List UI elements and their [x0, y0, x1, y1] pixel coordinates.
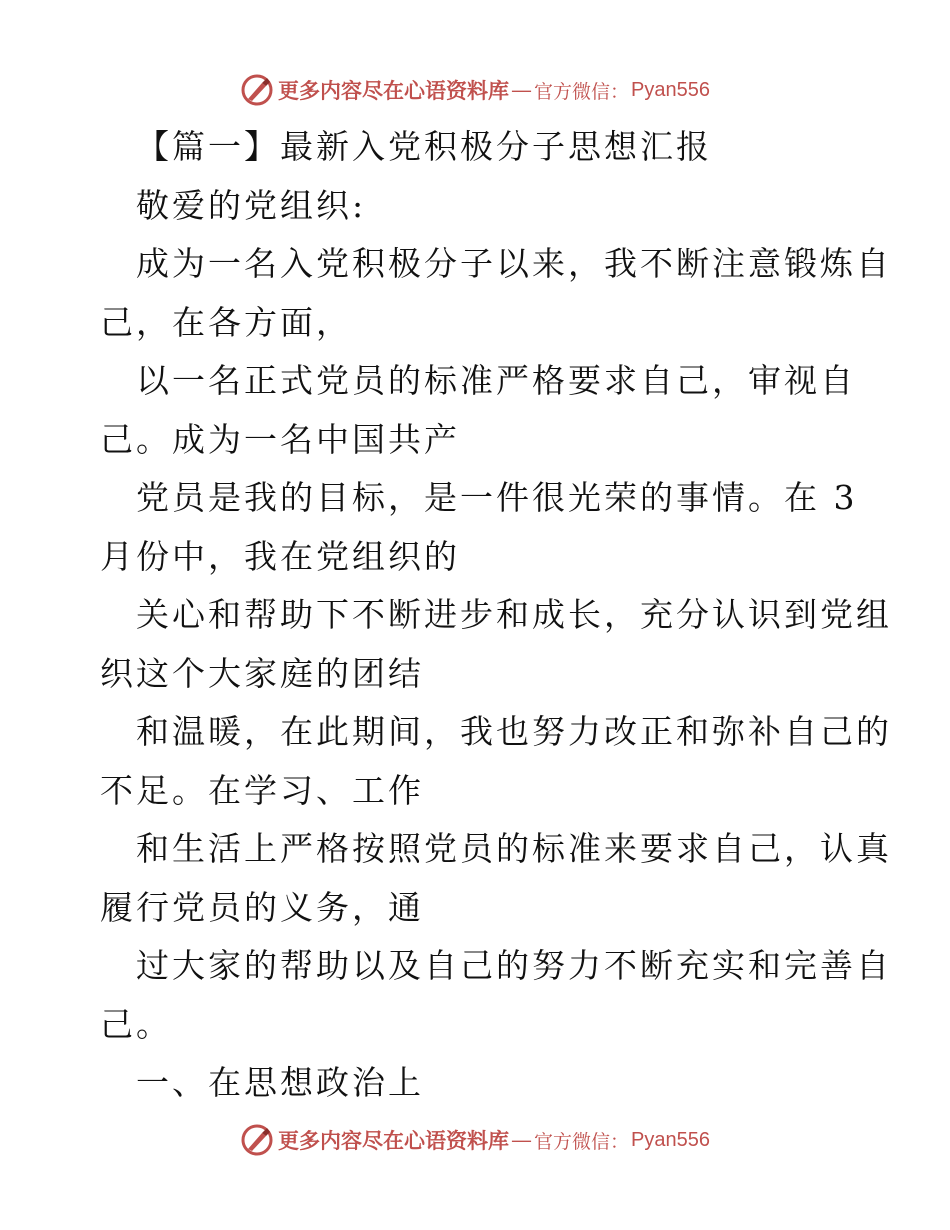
section-heading: 一、在思想政治上 — [136, 1063, 424, 1102]
document-body — [100, 118, 892, 1113]
paragraph-line: 过大家的帮助以及自己的努力不断充实和完善自 — [136, 946, 892, 985]
paragraph-line: 和生活上严格按照党员的标准来要求自己，认真 — [136, 829, 892, 868]
banner-brand: 更多内容尽在心语资料库 — [278, 1128, 509, 1153]
paragraph-line: 己。成为一名中国共产 — [100, 419, 460, 459]
paragraph-line: 不足。在学习、工作 — [100, 770, 424, 810]
document-title: 【篇一】最新入党积极分子思想汇报 — [136, 127, 712, 166]
banner-wechat-label: 官方微信： — [534, 1130, 630, 1153]
paragraph-line: 己，在各方面， — [100, 302, 352, 342]
pen-logo-icon — [240, 1123, 274, 1157]
banner-wechat-id: Pyan556 — [631, 1128, 710, 1151]
header-banner — [0, 68, 950, 112]
paragraph-line: 己。 — [100, 1004, 172, 1044]
paragraph-line: 织这个大家庭的团结 — [100, 653, 424, 693]
banner-wechat-label: 官方微信： — [534, 80, 630, 103]
banner-brand: 更多内容尽在心语资料库 — [278, 78, 509, 103]
paragraph-line: 履行党员的义务，通 — [100, 887, 424, 927]
footer-banner — [0, 1118, 950, 1162]
paragraph-line: 月份中，我在党组织的 — [100, 536, 460, 576]
banner-dash: — — [511, 1128, 532, 1152]
banner-dash: — — [511, 78, 532, 102]
paragraph-line: 成为一名入党积极分子以来，我不断注意锻炼自 — [136, 244, 892, 283]
paragraph-line: 以一名正式党员的标准严格要求自己，审视自 — [136, 361, 856, 400]
pen-logo-icon — [240, 73, 274, 107]
paragraph-line: 党员是我的目标，是一件很光荣的事情。在 3 — [136, 478, 858, 517]
paragraph-line: 和温暖，在此期间，我也努力改正和弥补自己的 — [136, 712, 892, 751]
paragraph-line: 关心和帮助下不断进步和成长，充分认识到党组 — [136, 595, 892, 634]
salutation: 敬爱的党组织: — [136, 185, 367, 225]
banner-wechat-id: Pyan556 — [631, 78, 710, 101]
